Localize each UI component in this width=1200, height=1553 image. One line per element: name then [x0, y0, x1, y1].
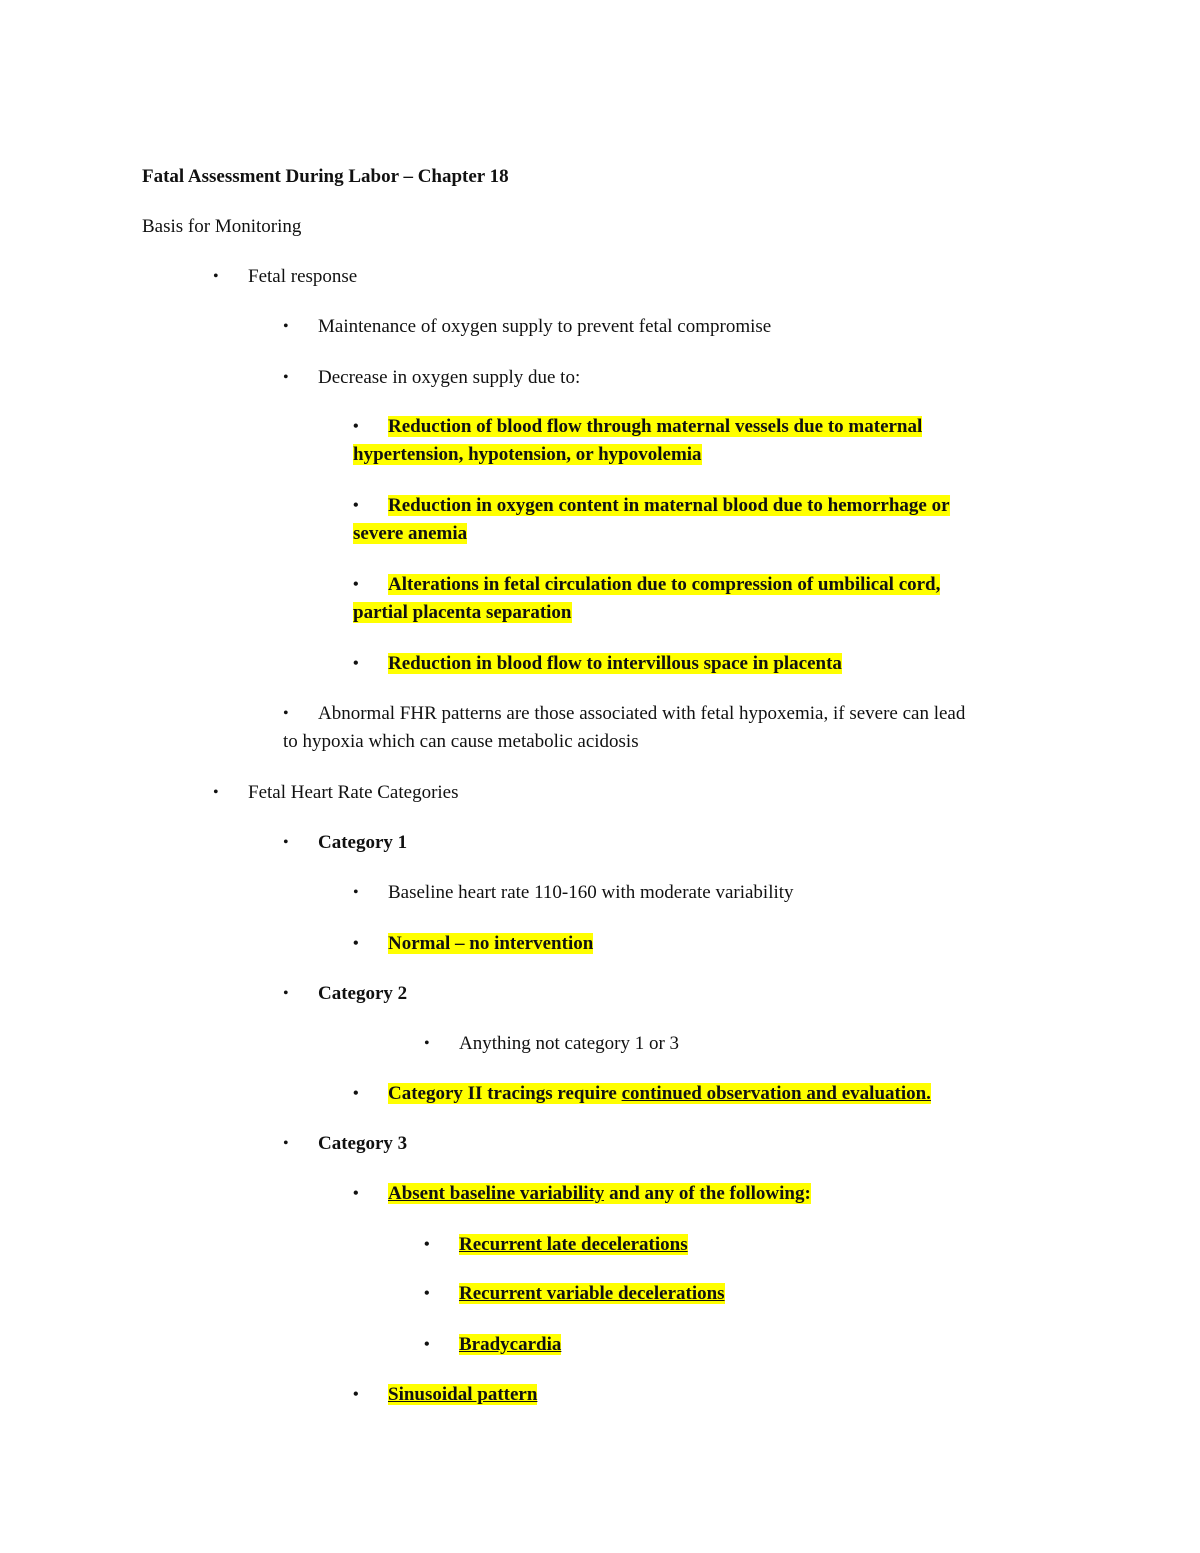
highlighted-text: Alterations in fetal circulation due to compression of umbilical cord, [388, 574, 941, 595]
category-3-sinusoidal [388, 1381, 537, 1409]
bullet: • [424, 1285, 430, 1302]
bullet: • [353, 935, 359, 952]
list-item-maintenance [318, 313, 771, 341]
bullet: • [283, 318, 289, 335]
section-heading [142, 213, 301, 241]
bullet: • [213, 268, 219, 285]
category-2-requirement [388, 1080, 931, 1108]
bullet: • [283, 985, 289, 1002]
highlighted-text: and any of the following: [604, 1183, 811, 1204]
list-item-cause-4 [388, 650, 842, 678]
category-1-heading [318, 829, 407, 857]
list-item-cause-1 [388, 413, 922, 441]
list-item-abnormal [318, 700, 965, 728]
list-item-text: to hypoxia which can cause metabolic acidosis [283, 731, 639, 752]
highlighted-underlined-text: continued observation and evaluation. [621, 1083, 931, 1104]
bullet: • [424, 1035, 430, 1052]
category-3-late [459, 1231, 688, 1259]
list-item-text: Maintenance of oxygen supply to prevent fetal compromise [318, 316, 772, 337]
list-item-cause-1-cont [353, 441, 702, 469]
highlighted-underlined-text: Bradycardia [459, 1334, 562, 1355]
bullet: • [283, 705, 289, 722]
highlighted-underlined-text: Absent baseline variability [388, 1183, 605, 1204]
category-3-absent [388, 1180, 811, 1208]
category-2-anything [459, 1030, 679, 1058]
document-title [142, 163, 509, 191]
category-1-baseline [388, 879, 794, 907]
highlighted-text: Reduction in oxygen content in maternal blood due to hemorrhage or [388, 495, 950, 516]
list-item-cause-3 [388, 571, 940, 599]
title-text: Fatal Assessment During Labor – Chapter 18 [142, 166, 509, 187]
category-label: Category 1 [318, 832, 408, 853]
bullet: • [283, 1135, 289, 1152]
category-2-heading [318, 980, 407, 1008]
bullet: • [353, 576, 359, 593]
list-item-text: Abnormal FHR patterns are those associated with fetal hypoxemia, if severe can lead [318, 703, 966, 724]
bullet: • [353, 1185, 359, 1202]
category-label: Category 2 [318, 983, 408, 1004]
list-item-fhr-categories [248, 779, 459, 807]
category-3-heading [318, 1130, 407, 1158]
bullet: • [353, 655, 359, 672]
bullet: • [424, 1236, 430, 1253]
list-item-cause-2 [388, 492, 950, 520]
bullet: • [353, 418, 359, 435]
bullet: • [424, 1336, 430, 1353]
highlighted-underlined-text: Sinusoidal pattern [388, 1384, 538, 1405]
highlighted-text: Reduction of blood flow through maternal vessels due to maternal [388, 416, 923, 437]
bullet: • [353, 1085, 359, 1102]
bullet: • [353, 497, 359, 514]
highlighted-underlined-text: Recurrent late decelerations [459, 1234, 688, 1255]
bullet: • [213, 784, 219, 801]
list-item-text: Anything not category 1 or 3 [459, 1033, 680, 1054]
bullet: • [283, 834, 289, 851]
category-1-normal [388, 930, 593, 958]
highlighted-text: Normal – no intervention [388, 933, 594, 954]
highlighted-text: hypertension, hypotension, or hypovolemia [353, 444, 702, 465]
category-label: Category 3 [318, 1133, 408, 1154]
highlighted-text: severe anemia [353, 523, 468, 544]
highlighted-text: Reduction in blood flow to intervillous space in placenta [388, 653, 842, 674]
highlighted-text: partial placenta separation [353, 602, 572, 623]
bullet: • [353, 884, 359, 901]
highlighted-underlined-text: Recurrent variable decelerations [459, 1283, 725, 1304]
list-item-cause-3-cont [353, 599, 572, 627]
list-item-abnormal-cont [283, 728, 639, 756]
list-item-text: Decrease in oxygen supply due to: [318, 367, 581, 388]
highlighted-text: Category II tracings require [388, 1083, 622, 1104]
list-item-text: Fetal response [248, 266, 358, 287]
list-item-text: Fetal Heart Rate Categories [248, 782, 459, 803]
category-3-brady [459, 1331, 561, 1359]
list-item-fetal-response [248, 263, 357, 291]
list-item-decrease [318, 364, 580, 392]
list-item-cause-2-cont [353, 520, 467, 548]
section-text: Basis for Monitoring [142, 216, 302, 237]
bullet: • [353, 1386, 359, 1403]
bullet: • [283, 369, 289, 386]
category-3-variable [459, 1280, 725, 1308]
list-item-text: Baseline heart rate 110-160 with moderate variability [388, 882, 794, 903]
